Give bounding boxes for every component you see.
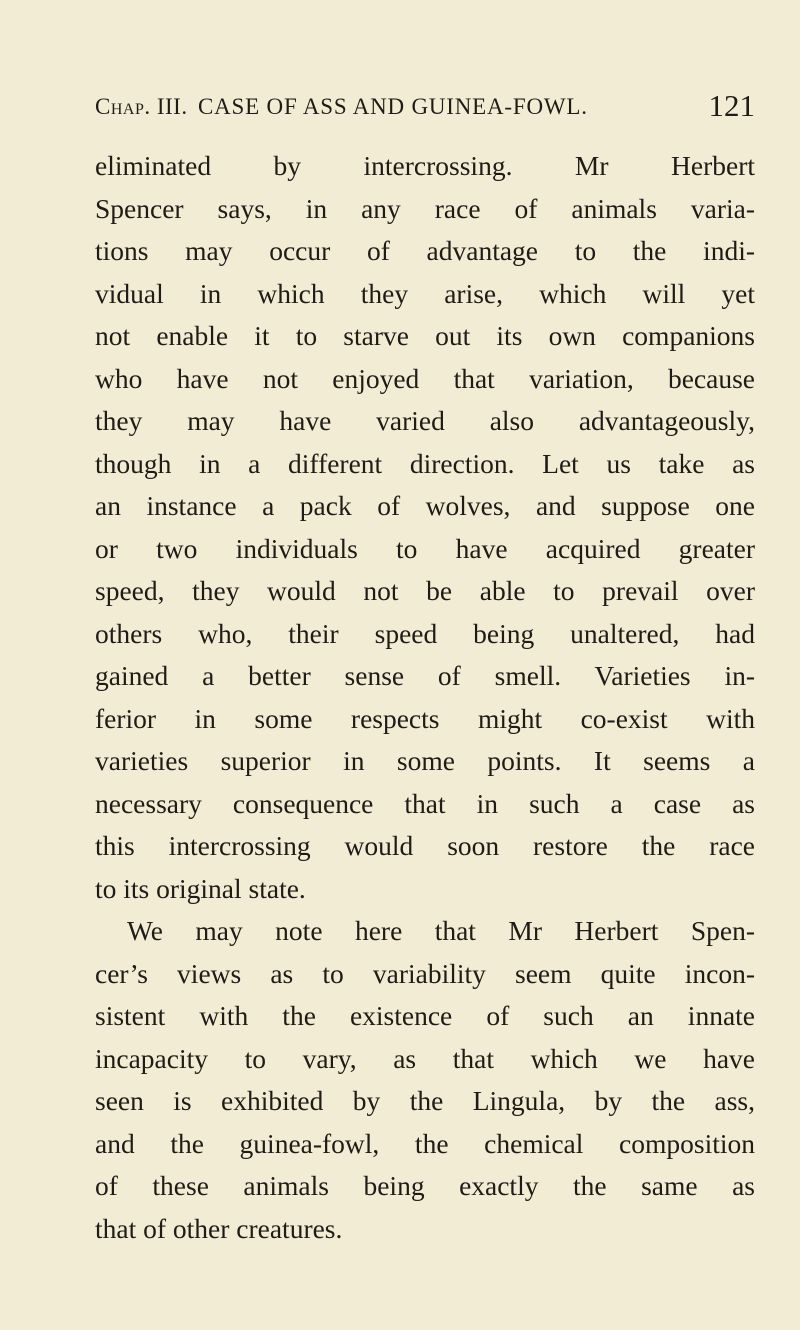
running-title: CASE OF ASS AND GUINEA-FOWL. — [198, 94, 588, 119]
text-line: others who, their speed being unaltered, had — [95, 617, 755, 649]
text-line: that of other creatures. — [95, 1212, 343, 1244]
text-line: We may note here that Mr Herbert Spen- — [127, 915, 755, 946]
text-line: cer’s views as to variability seem quite incon- — [95, 957, 755, 989]
page-number: 121 — [708, 88, 755, 123]
text-line: speed, they would not be able to prevail over — [95, 575, 755, 606]
text-line: ferior in some respects might co-exist with — [95, 702, 755, 734]
text-line: not enable it to starve out its own companions — [95, 320, 755, 351]
text-line: and the guinea-fowl, the chemical composition — [95, 1127, 755, 1159]
text-line: sistent with the existence of such an innate — [95, 1000, 755, 1031]
text-line: who have not enjoyed that variation, because — [95, 362, 755, 394]
body-text — [95, 145, 755, 1250]
text-line: seen is exhibited by the Lingula, by the ass, — [95, 1085, 755, 1116]
text-line: necessary consequence that in such a case as — [95, 787, 755, 819]
text-line: incapacity to vary, as that which we have — [95, 1042, 755, 1074]
text-line: gained a better sense of smell. Varieties in- — [95, 660, 755, 691]
text-line: of these animals being exactly the same as — [95, 1170, 755, 1201]
text-line: varieties superior in some points. It seems a — [95, 745, 755, 776]
text-line: vidual in which they arise, which will yet — [95, 277, 755, 309]
chapter-label: Chap. III. — [95, 94, 188, 119]
text-line: Spencer says, in any race of animals varia- — [95, 192, 755, 224]
text-line: eliminated by intercrossing. Mr Herbert — [95, 150, 755, 181]
text-line: an instance a pack of wolves, and suppose one — [95, 490, 755, 521]
text-line: they may have varied also advantageously, — [95, 405, 755, 436]
paragraph-1 — [95, 145, 755, 910]
text-line: this intercrossing would soon restore the race — [95, 830, 755, 861]
text-line: though in a different direction. Let us take as — [95, 447, 755, 479]
text-line: to its original state. — [95, 872, 306, 904]
text-line: or two individuals to have acquired greater — [95, 532, 755, 564]
paragraph-2 — [95, 910, 755, 1250]
text-line: tions may occur of advantage to the indi- — [95, 235, 755, 266]
running-header — [95, 88, 755, 132]
